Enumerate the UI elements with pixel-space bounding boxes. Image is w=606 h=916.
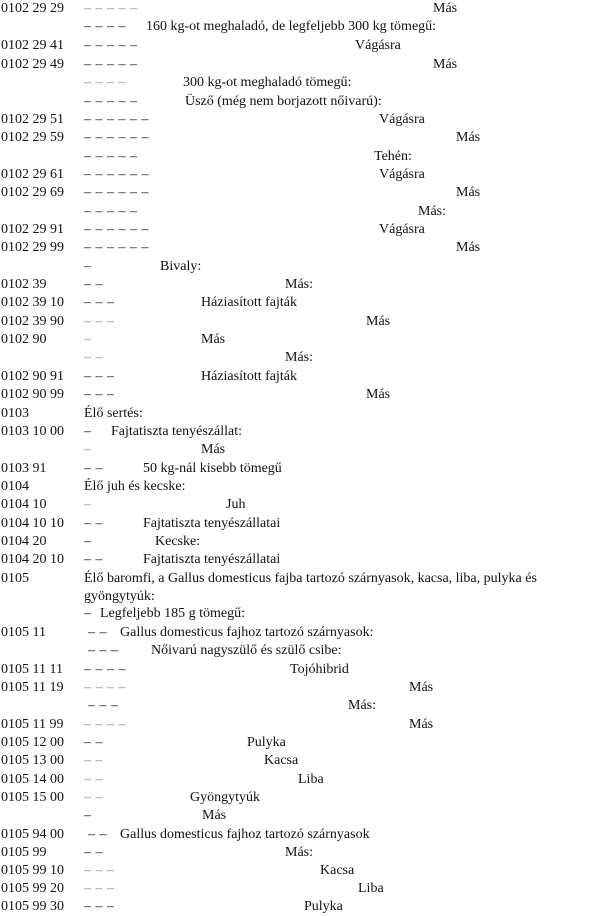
row-description: Háziasított fajták <box>201 369 298 384</box>
row-code: 0105 11 11 <box>1 662 63 677</box>
row-code: 0103 <box>1 406 29 421</box>
row-code: 0102 39 <box>1 277 47 292</box>
row-dashes: – <box>84 442 92 457</box>
tariff-row <box>0 734 606 752</box>
row-dashes: – <box>84 424 92 439</box>
row-description: Vágásra <box>379 167 425 182</box>
row-code: 0103 91 <box>1 461 47 476</box>
row-dashes: – – – – <box>84 680 126 695</box>
row-dashes: – – – <box>88 643 119 658</box>
row-dashes: – – – <box>84 881 115 896</box>
row-dashes: – – – – – <box>84 149 138 164</box>
row-dashes: – – <box>84 461 103 476</box>
tariff-row <box>0 148 606 166</box>
row-dashes: – – <box>84 790 103 805</box>
row-code: 0102 39 10 <box>1 295 64 310</box>
row-code: 0105 15 00 <box>1 790 64 805</box>
row-code: 0105 99 30 <box>1 899 64 914</box>
row-code: 0103 10 00 <box>1 424 64 439</box>
row-code: 0104 20 10 <box>1 552 64 567</box>
row-dashes: – – <box>84 277 103 292</box>
tariff-row <box>0 624 606 642</box>
row-description: Tehén: <box>374 149 412 164</box>
row-description: Liba <box>358 881 384 896</box>
row-dashes: – – <box>84 735 103 750</box>
row-dashes: – – – – – <box>84 38 138 53</box>
tariff-row <box>0 423 606 441</box>
tariff-row <box>0 807 606 825</box>
tariff-row <box>0 880 606 898</box>
row-code: 0105 <box>1 571 29 586</box>
row-description: Pulyka <box>304 899 343 914</box>
tariff-row <box>0 496 606 514</box>
row-dashes: – <box>84 606 92 621</box>
tariff-row <box>0 331 606 349</box>
row-dashes: – – – <box>84 863 115 878</box>
tariff-row <box>0 551 606 569</box>
tariff-row <box>0 313 606 331</box>
row-code: 0102 90 99 <box>1 387 64 402</box>
row-description: Más: <box>418 204 446 219</box>
row-code: 0102 29 41 <box>1 38 64 53</box>
tariff-row <box>0 294 606 312</box>
tariff-row <box>0 441 606 459</box>
row-description: Más: <box>285 350 313 365</box>
tariff-row <box>0 239 606 257</box>
row-code: 0102 29 69 <box>1 185 64 200</box>
row-description: Más <box>456 185 481 200</box>
tariff-row <box>0 642 606 660</box>
tariff-row <box>0 74 606 92</box>
row-code: 0102 29 91 <box>1 222 64 237</box>
tariff-row <box>0 111 606 129</box>
row-code: 0102 29 59 <box>1 130 64 145</box>
row-description: Juh <box>226 497 246 512</box>
row-description: Vágásra <box>379 222 425 237</box>
row-code: 0105 13 00 <box>1 753 64 768</box>
row-dashes: – – <box>84 753 103 768</box>
tariff-row <box>0 0 606 18</box>
row-dashes: – <box>84 259 92 274</box>
row-description: Vágásra <box>379 112 425 127</box>
row-description: Élő juh és kecske: <box>84 479 186 494</box>
row-description: Élő baromfi, a Gallus domesticus fajba tartozó szárnyasok, kacsa, liba, pulyka és gyöngytyúk: <box>84 571 537 604</box>
tariff-row <box>0 570 606 607</box>
row-dashes: – – – <box>84 295 115 310</box>
row-description: Más: <box>285 277 313 292</box>
row-dashes: – – <box>84 350 103 365</box>
row-code: 0102 39 90 <box>1 314 64 329</box>
row-code: 0102 90 <box>1 332 47 347</box>
row-dashes: – – – <box>84 387 115 402</box>
row-dashes: – – – <box>84 369 115 384</box>
row-description: Más <box>409 717 434 732</box>
row-description: Más <box>366 387 391 402</box>
row-dashes: – <box>84 497 92 512</box>
tariff-row <box>0 56 606 74</box>
row-description: Legfeljebb 185 g tömegű: <box>100 606 246 621</box>
tariff-row <box>0 478 606 496</box>
row-code: 0105 94 00 <box>1 827 64 842</box>
row-code: 0105 14 00 <box>1 772 64 787</box>
row-description: Gyöngytyúk <box>190 790 260 805</box>
tariff-row <box>0 129 606 147</box>
row-description: Más <box>456 130 481 145</box>
tariff-row <box>0 697 606 715</box>
tariff-row <box>0 460 606 478</box>
row-dashes: – – – <box>84 314 115 329</box>
row-code: 0104 <box>1 479 29 494</box>
tariff-row <box>0 844 606 862</box>
row-description: Vágásra <box>355 38 401 53</box>
row-description: Tojóhibrid <box>290 662 349 677</box>
tariff-row <box>0 826 606 844</box>
row-dashes: – – – – – – <box>84 130 149 145</box>
row-description: Fajtatiszta tenyészállatai <box>143 552 281 567</box>
tariff-row <box>0 405 606 423</box>
row-description: Más <box>201 332 226 347</box>
row-dashes: – – – – <box>84 662 126 677</box>
row-description: Üsző (még nem borjazott nőivarú): <box>185 94 382 109</box>
row-description: Más <box>433 57 458 72</box>
row-code: 0102 29 29 <box>1 1 64 16</box>
row-dashes: – – – <box>88 698 119 713</box>
row-description: Más <box>201 442 226 457</box>
tariff-row <box>0 862 606 880</box>
tariff-row <box>0 533 606 551</box>
row-dashes: – – – <box>84 899 115 914</box>
row-code: 0105 11 19 <box>1 680 64 695</box>
row-code: 0105 11 99 <box>1 717 64 732</box>
row-description: Gallus domesticus fajhoz tartozó szárnyasok <box>120 827 370 842</box>
row-code: 0102 29 51 <box>1 112 64 127</box>
tariff-row <box>0 679 606 697</box>
tariff-row <box>0 184 606 202</box>
row-code: 0102 29 49 <box>1 57 64 72</box>
row-code: 0102 29 99 <box>1 240 64 255</box>
row-code: 0102 90 91 <box>1 369 64 384</box>
tariff-row <box>0 789 606 807</box>
row-dashes: – – – – <box>84 717 126 732</box>
tariff-row <box>0 716 606 734</box>
row-description: Más <box>366 314 391 329</box>
tariff-row <box>0 258 606 276</box>
row-description: Élő sertés: <box>84 406 143 421</box>
row-code: 0104 10 10 <box>1 516 64 531</box>
row-description: Fajtatiszta tenyészállat: <box>111 424 243 439</box>
row-description: Kacsa <box>320 863 355 878</box>
row-dashes: – – <box>88 827 107 842</box>
tariff-row <box>0 898 606 916</box>
tariff-row <box>0 221 606 239</box>
tariff-row <box>0 276 606 294</box>
row-code: 0105 99 10 <box>1 863 64 878</box>
row-description: Háziasított fajták <box>201 295 298 310</box>
row-dashes: – – – – – – <box>84 112 149 127</box>
tariff-row <box>0 605 606 623</box>
row-description: Más: <box>285 845 313 860</box>
row-dashes: – – – – – – <box>84 185 149 200</box>
row-code: 0104 20 <box>1 534 47 549</box>
row-dashes: – – – – – <box>84 1 138 16</box>
row-description: 50 kg-nál kisebb tömegű <box>143 461 282 476</box>
row-description: Más: <box>348 698 376 713</box>
row-description: Gallus domesticus fajhoz tartozó szárnyasok: <box>120 625 374 640</box>
row-description: 160 kg-ot meghaladó, de legfeljebb 300 kg tömegű: <box>146 19 437 34</box>
row-dashes: – – <box>84 516 103 531</box>
row-dashes: – <box>84 332 92 347</box>
row-dashes: – – <box>84 772 103 787</box>
row-code: 0105 99 20 <box>1 881 64 896</box>
tariff-row <box>0 771 606 789</box>
row-description: Bivaly: <box>160 259 202 274</box>
row-description: Más <box>433 1 458 16</box>
row-code: 0105 99 <box>1 845 47 860</box>
row-dashes: – – <box>84 552 103 567</box>
row-code: 0105 12 00 <box>1 735 64 750</box>
row-dashes: – <box>84 534 92 549</box>
row-description: Más <box>409 680 434 695</box>
tariff-row <box>0 515 606 533</box>
row-description: Pulyka <box>247 735 286 750</box>
row-description: Fajtatiszta tenyészállatai <box>143 516 281 531</box>
row-dashes: – – <box>84 845 103 860</box>
row-dashes: – – – – – <box>84 94 138 109</box>
row-description: Kacsa <box>264 753 299 768</box>
row-dashes: – <box>84 808 92 823</box>
row-dashes: – – – – <box>84 75 126 90</box>
tariff-row <box>0 386 606 404</box>
row-dashes: – – – – – <box>84 57 138 72</box>
tariff-row <box>0 18 606 36</box>
tariff-row <box>0 93 606 111</box>
tariff-row <box>0 203 606 221</box>
row-code: 0102 29 61 <box>1 167 64 182</box>
row-code: 0104 10 <box>1 497 47 512</box>
row-description: 300 kg-ot meghaladó tömegű: <box>183 75 352 90</box>
row-description: Liba <box>298 772 324 787</box>
row-code: 0105 11 <box>1 625 46 640</box>
tariff-row <box>0 661 606 679</box>
row-dashes: – – <box>88 625 107 640</box>
row-dashes: – – – – <box>84 19 126 34</box>
row-description: Nőivarú nagyszülő és szülő csibe: <box>151 643 342 658</box>
row-description: Más <box>456 240 481 255</box>
tariff-row <box>0 368 606 386</box>
row-dashes: – – – – – – <box>84 167 149 182</box>
row-dashes: – – – – – – <box>84 240 149 255</box>
row-dashes: – – – – – – <box>84 222 149 237</box>
tariff-row <box>0 349 606 367</box>
row-description: Más <box>202 808 227 823</box>
row-dashes: – – – – – <box>84 204 138 219</box>
tariff-row <box>0 37 606 55</box>
row-description: Kecske: <box>155 534 201 549</box>
tariff-row <box>0 752 606 770</box>
tariff-row <box>0 166 606 184</box>
